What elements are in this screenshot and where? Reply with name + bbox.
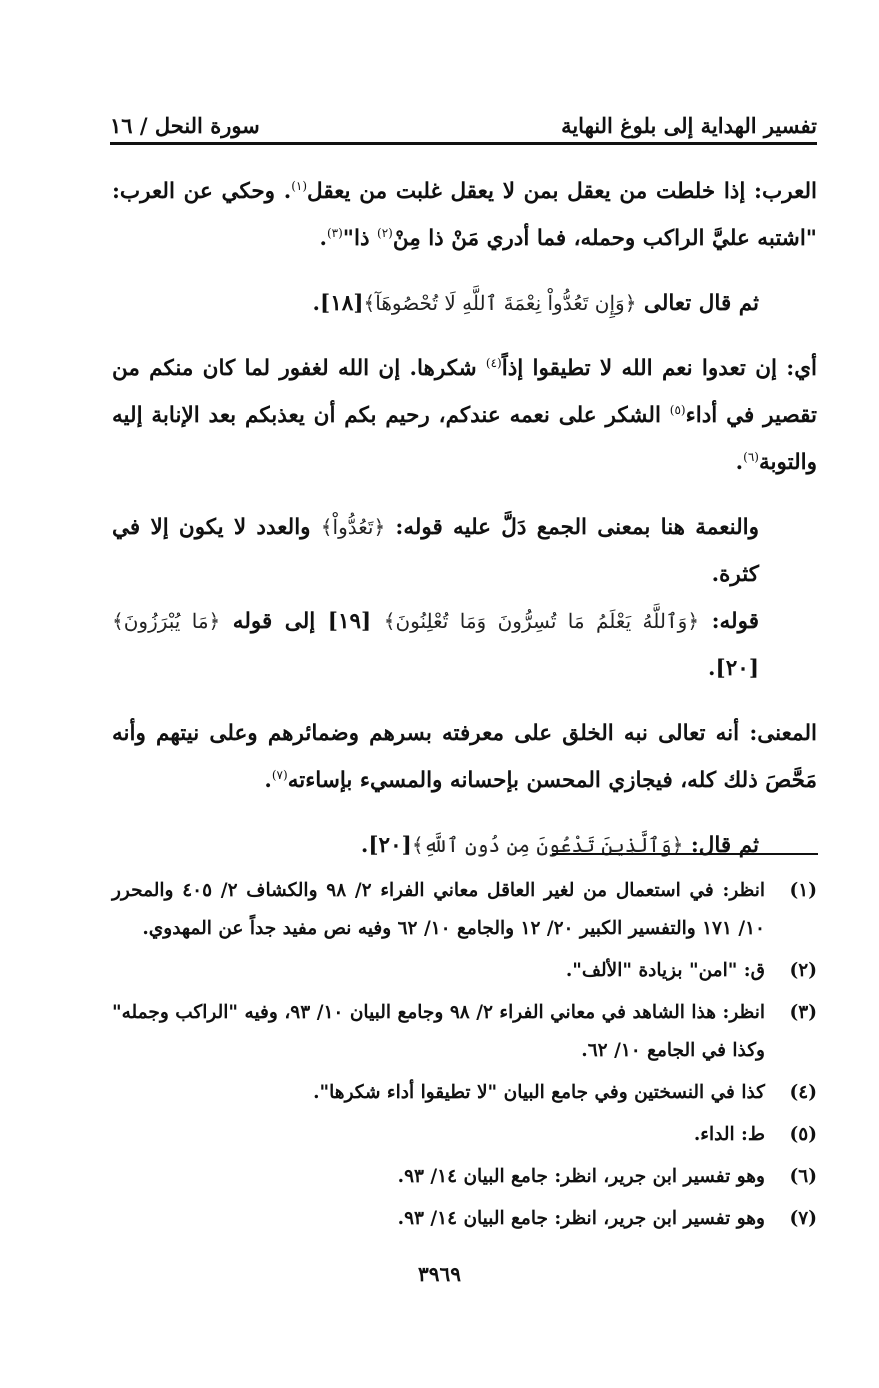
footnote-text: وهو تفسير ابن جرير، انظر: جامع البيان ١٤/ ٩٣.: [397, 1166, 765, 1187]
footnote-item: [112, 994, 817, 1070]
quran-verse: ﴿مَا يُبْرَزُونَ﴾: [112, 609, 221, 633]
footnote-separator: [552, 853, 818, 855]
footnote-ref-1[interactable]: (١): [291, 178, 308, 193]
footnote-item: [112, 872, 817, 948]
header-rule: [110, 142, 817, 145]
main-text: [112, 168, 817, 869]
quran-verse: ﴿وَٱلَّذِينَ تَدْعُونَ مِن دُونِ ٱللَّهِ﴾: [411, 833, 684, 857]
footnote-number: (٣): [789, 1002, 817, 1023]
footnote-number: (٦): [789, 1166, 817, 1187]
footnote-item: [112, 1116, 817, 1154]
footnote-text: وهو تفسير ابن جرير، انظر: جامع البيان ١٤/ ٩٣.: [397, 1208, 765, 1229]
footnote-number: (٢): [789, 960, 817, 981]
footnote-text: ق: "امن" بزيادة "الألف".: [565, 960, 765, 981]
paragraph-3: أي: إن تعدوا نعم الله لا تطيقوا إذاً$^{(٤)}$ شكرها. إن الله لغفور لما كان منكم من تقصير في أداء$^{(٥)}$ الشكر على نعمه عندكم، رحيم بكم أن يعذبكم بعد الإنابة إليه والتوبة$^{(٦)}$.: [112, 355, 818, 475]
footnote-item: [112, 1074, 817, 1112]
footnote-text: انظر: في استعمال من لغير العاقل معاني الفراء ٢/ ٩٨ والكشاف ٢/ ٤٠٥ والمحرر ١٠/ ١٧١ والتفسير الكبير ٢٠/ ١٢ والجامع ١٠/ ٦٢ وفيه نص مفيد جداً عن المهدوي.: [112, 880, 766, 939]
page-number: ٣٩٦٩: [418, 1262, 461, 1286]
footnote-ref-5[interactable]: (٥): [669, 402, 686, 417]
chapter-label: سورة النحل / ١٦: [110, 113, 260, 138]
footnote-number: (١): [789, 880, 817, 901]
book-title: تفسير الهداية إلى بلوغ النهاية: [561, 113, 817, 138]
running-header: [110, 100, 817, 138]
paragraph-2: ثم قال تعالى ﴿وَإِن تَعُدُّواْ نِعْمَةَ ٱللَّهِ لَا تُحْصُوهَآ﴾[١٨].: [312, 291, 759, 316]
footnote-ref-2[interactable]: (٢): [377, 225, 393, 240]
footnote-ref-7[interactable]: (٧): [271, 767, 288, 782]
paragraph-5: قوله: ﴿وَٱللَّهُ يَعْلَمُ مَا تُسِرُّونَ وَمَا تُعْلِنُونَ﴾ [١٩] إلى قوله ﴿مَا يُبْرَزُونَ﴾ [٢٠].: [112, 609, 759, 681]
paragraph-7: ثم قال: ﴿وَٱلَّذِينَ تَدْعُونَ مِن دُونِ ٱللَّهِ﴾[٢٠].: [360, 833, 759, 858]
footnote-item: [112, 952, 817, 990]
footnotes: [112, 872, 817, 1242]
footnote-number: (٤): [789, 1082, 817, 1103]
footnote-ref-3[interactable]: (٣): [326, 225, 343, 240]
quran-verse: ﴿وَإِن تَعُدُّواْ نِعْمَةَ ٱللَّهِ لَا تُحْصُوهَآ﴾: [363, 291, 637, 315]
footnote-text: كذا في النسختين وفي جامع البيان "لا تطيقوا أداء شكرها".: [313, 1082, 765, 1103]
footnote-ref-4[interactable]: (٤): [485, 355, 502, 370]
paragraph-6: المعنى: أنه تعالى نبه الخلق على معرفته بسرهم وضمائرهم وعلى نيتهم وأنه مَحَّصَ ذلك كله، فيجازي المحسن بإحسانه والمسيء بإساءته$^{(٧)}$.: [112, 721, 817, 793]
footnote-number: (٧): [789, 1208, 817, 1229]
paragraph-4: والنعمة هنا بمعنى الجمع دَلَّ عليه قوله: ﴿تَعُدُّواْ﴾ والعدد لا يكون إلا في كثرة.: [112, 515, 759, 587]
footnote-ref-6[interactable]: (٦): [743, 449, 759, 464]
footnote-item: [112, 1158, 817, 1196]
footnote-text: انظر: هذا الشاهد في معاني الفراء ٢/ ٩٨ وجامع البيان ١٠/ ٩٣، وفيه "الراكب وجمله" وكذا في الجامع ١٠/ ٦٢.: [112, 1002, 765, 1061]
quran-verse: ﴿وَٱللَّهُ يَعْلَمُ مَا تُسِرُّونَ وَمَا تُعْلِنُونَ﴾: [383, 609, 700, 633]
paragraph-1: العرب: إذا خلطت من يعقل بمن لا يعقل غلبت من يعقل$^{(١)}$. وحكي عن العرب: "اشتبه عليَّ الراكب وحمله، فما أدري مَنْ ذا مِنْ$^{(٢)}$ ذا"$^{(٣)}$.: [112, 178, 817, 251]
footnote-number: (٥): [789, 1124, 817, 1145]
quran-verse: ﴿تَعُدُّواْ﴾: [320, 515, 386, 539]
footnote-item: [112, 1200, 817, 1238]
footnote-text: ط: الداء.: [693, 1124, 765, 1145]
